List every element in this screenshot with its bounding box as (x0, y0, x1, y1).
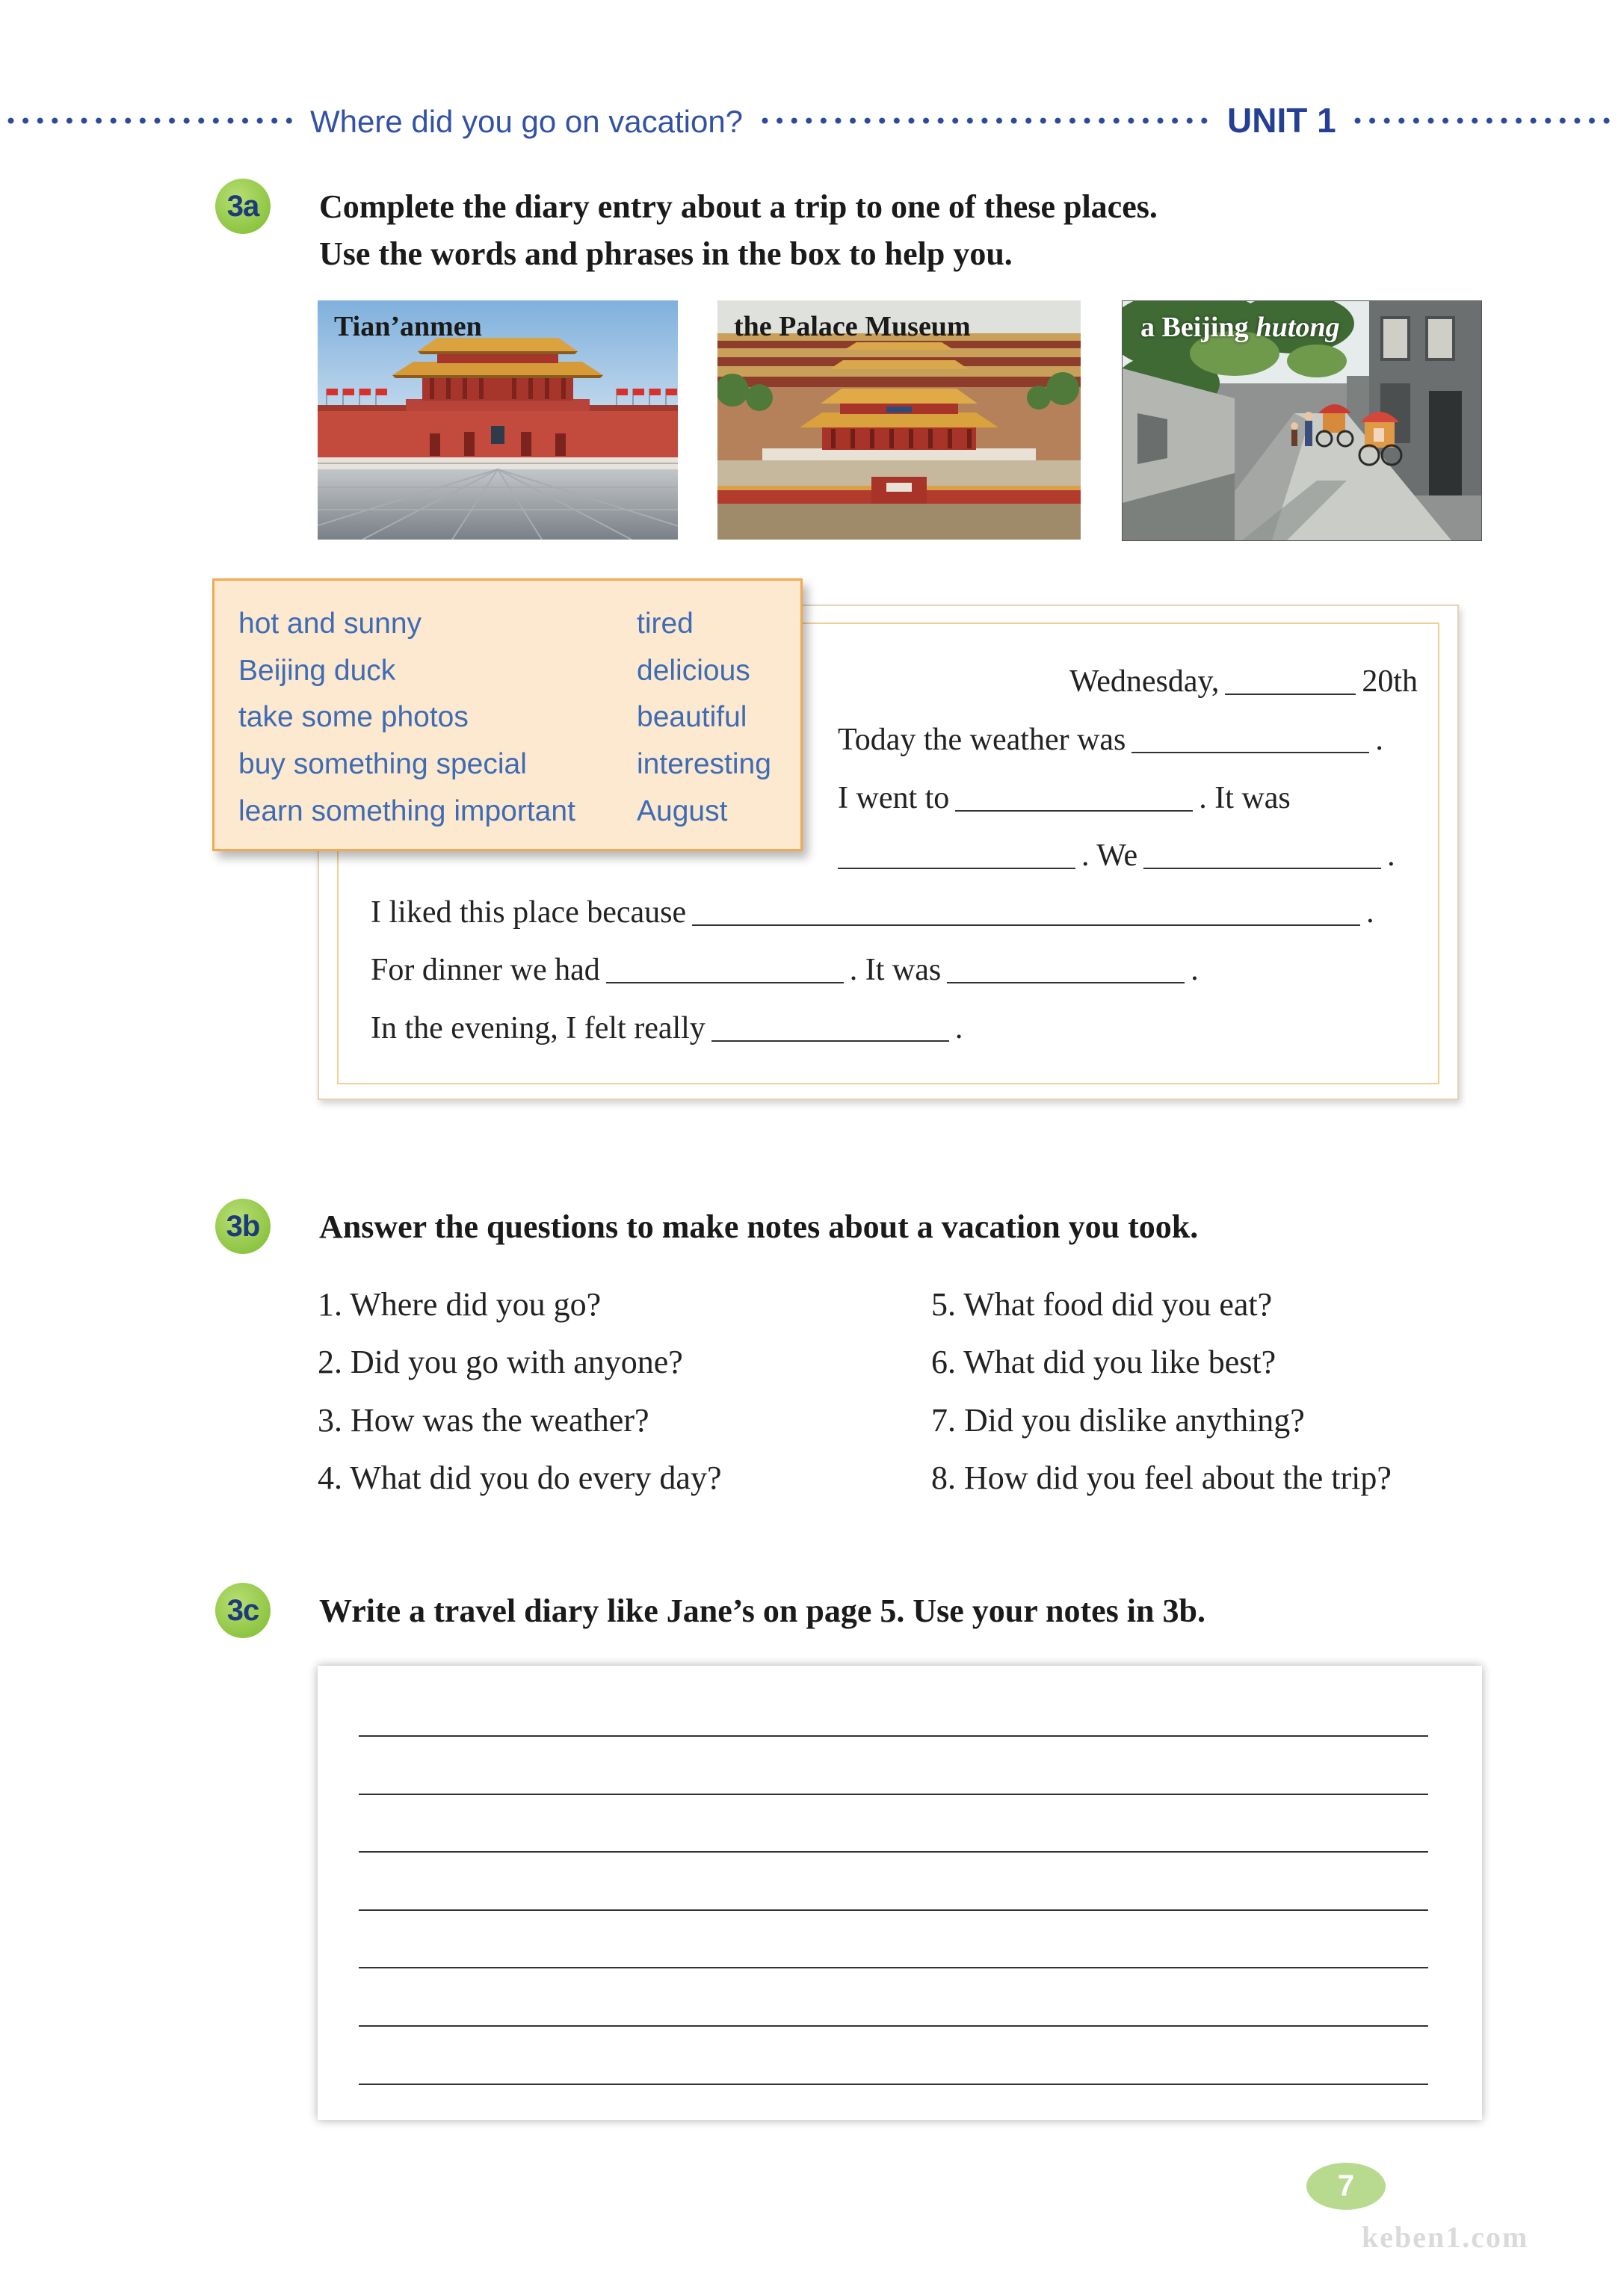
writing-line (359, 2025, 1428, 2027)
questions-left-column (318, 1276, 721, 1507)
word-box (212, 578, 803, 851)
word-item: tired (637, 608, 694, 640)
diary-weather-line (838, 721, 1383, 759)
diary-we-end: . (1387, 838, 1395, 873)
watermark: keben1.com (1362, 2220, 1529, 2254)
blank-weather (1131, 729, 1369, 753)
word-item: Beijing duck (238, 654, 396, 687)
diary-evening-end: . (954, 1011, 963, 1045)
photo-label-hutong-italic: hutong (1256, 312, 1340, 343)
question-item: 4. What did you do every day? (318, 1459, 722, 1496)
instruction-3a-line-1: Complete the diary entry about a trip to one of these places. (319, 188, 1158, 225)
question-item: 3. How was the weather? (318, 1401, 649, 1439)
dotted-rule-middle (762, 117, 1208, 124)
blank-place (955, 788, 1193, 812)
dotted-rule-right (1354, 117, 1618, 124)
section-badge-3c: 3c (215, 1583, 271, 1638)
instruction-3a-line-2: Use the words and phrases in the box to help you. (319, 235, 1013, 272)
unit-number: UNIT 1 (1227, 101, 1336, 140)
word-box-left-column (238, 601, 575, 835)
blank-food-adjective (947, 960, 1185, 983)
diary-weather-text: Today the weather was (838, 723, 1126, 757)
word-item: delicious (637, 654, 750, 687)
blank-place-adjective (838, 845, 1075, 869)
diary-date-day: Wednesday, (1069, 664, 1220, 699)
blank-reason (692, 902, 1360, 926)
blank-feeling (711, 1018, 949, 1042)
question-item: 2. Did you go with anyone? (318, 1344, 683, 1381)
diary-liked-line (371, 894, 1374, 931)
question-item: 5. What food did you eat? (931, 1286, 1273, 1323)
photo-label-palace-museum: the Palace Museum (734, 311, 971, 342)
instruction-3b: Answer the questions to make notes about a vacation you took. (319, 1208, 1199, 1245)
writing-line (359, 1909, 1428, 1911)
writing-line (359, 1735, 1428, 1737)
diary-went-line (838, 779, 1291, 817)
photo-label-hutong-text: a Beijing (1140, 312, 1249, 343)
diary-we-text: . We (1081, 838, 1138, 873)
diary-went-end: . It was (1199, 781, 1291, 815)
word-item: hot and sunny (238, 608, 422, 640)
word-box-right-column (637, 601, 771, 835)
question-item: 7. Did you dislike anything? (931, 1401, 1305, 1439)
writing-box (318, 1666, 1482, 2120)
photo-label-hutong (1140, 310, 1340, 345)
instruction-3c: Write a travel diary like Jane’s on page 5. Use your notes in 3b. (319, 1593, 1205, 1629)
writing-line (359, 1967, 1428, 1968)
blank-food (606, 960, 844, 983)
instruction-3a (319, 183, 1158, 277)
diary-date-line (1069, 663, 1418, 700)
word-item: beautiful (637, 701, 747, 734)
unit-title: Where did you go on vacation? (310, 104, 744, 139)
question-item: 8. How did you feel about the trip? (931, 1459, 1392, 1496)
writing-lines (359, 1735, 1428, 2085)
photo-palace-museum (717, 300, 1081, 540)
dotted-rule-left (7, 117, 300, 124)
writing-line (359, 1794, 1428, 1795)
diary-weather-end: . (1375, 723, 1383, 757)
writing-line (359, 2084, 1428, 2085)
word-item: learn something important (238, 794, 575, 827)
photo-hutong (1122, 300, 1482, 541)
writing-line (359, 1851, 1428, 1853)
diary-liked-end: . (1366, 895, 1374, 930)
photo-tiananmen (318, 300, 678, 540)
diary-we-line (832, 837, 1395, 874)
section-badge-3a: 3a (215, 179, 271, 234)
diary-dinner-end: . (1191, 953, 1199, 987)
diary-date-suffix: 20th (1362, 664, 1418, 699)
diary-evening-line (371, 1010, 963, 1047)
diary-dinner-text: For dinner we had (371, 953, 600, 987)
word-item: take some photos (238, 701, 469, 734)
word-item: interesting (637, 748, 771, 781)
word-item: buy something special (238, 748, 527, 781)
diary-evening-text: In the evening, I felt really (371, 1011, 706, 1045)
blank-date (1225, 671, 1356, 695)
word-item: August (637, 794, 728, 827)
diary-went-text: I went to (838, 781, 950, 815)
blank-activity (1143, 845, 1381, 869)
questions-right-column (931, 1276, 1392, 1507)
diary-dinner-middle: . It was (849, 953, 942, 987)
section-badge-3b: 3b (215, 1199, 271, 1254)
diary-liked-text: I liked this place because (371, 895, 687, 930)
photo-label-tiananmen: Tian’anmen (334, 311, 482, 342)
question-item: 1. Where did you go? (318, 1286, 602, 1323)
diary-dinner-line (371, 951, 1199, 989)
question-item: 6. What did you like best? (931, 1344, 1276, 1381)
page-number: 7 (1306, 2163, 1386, 2210)
